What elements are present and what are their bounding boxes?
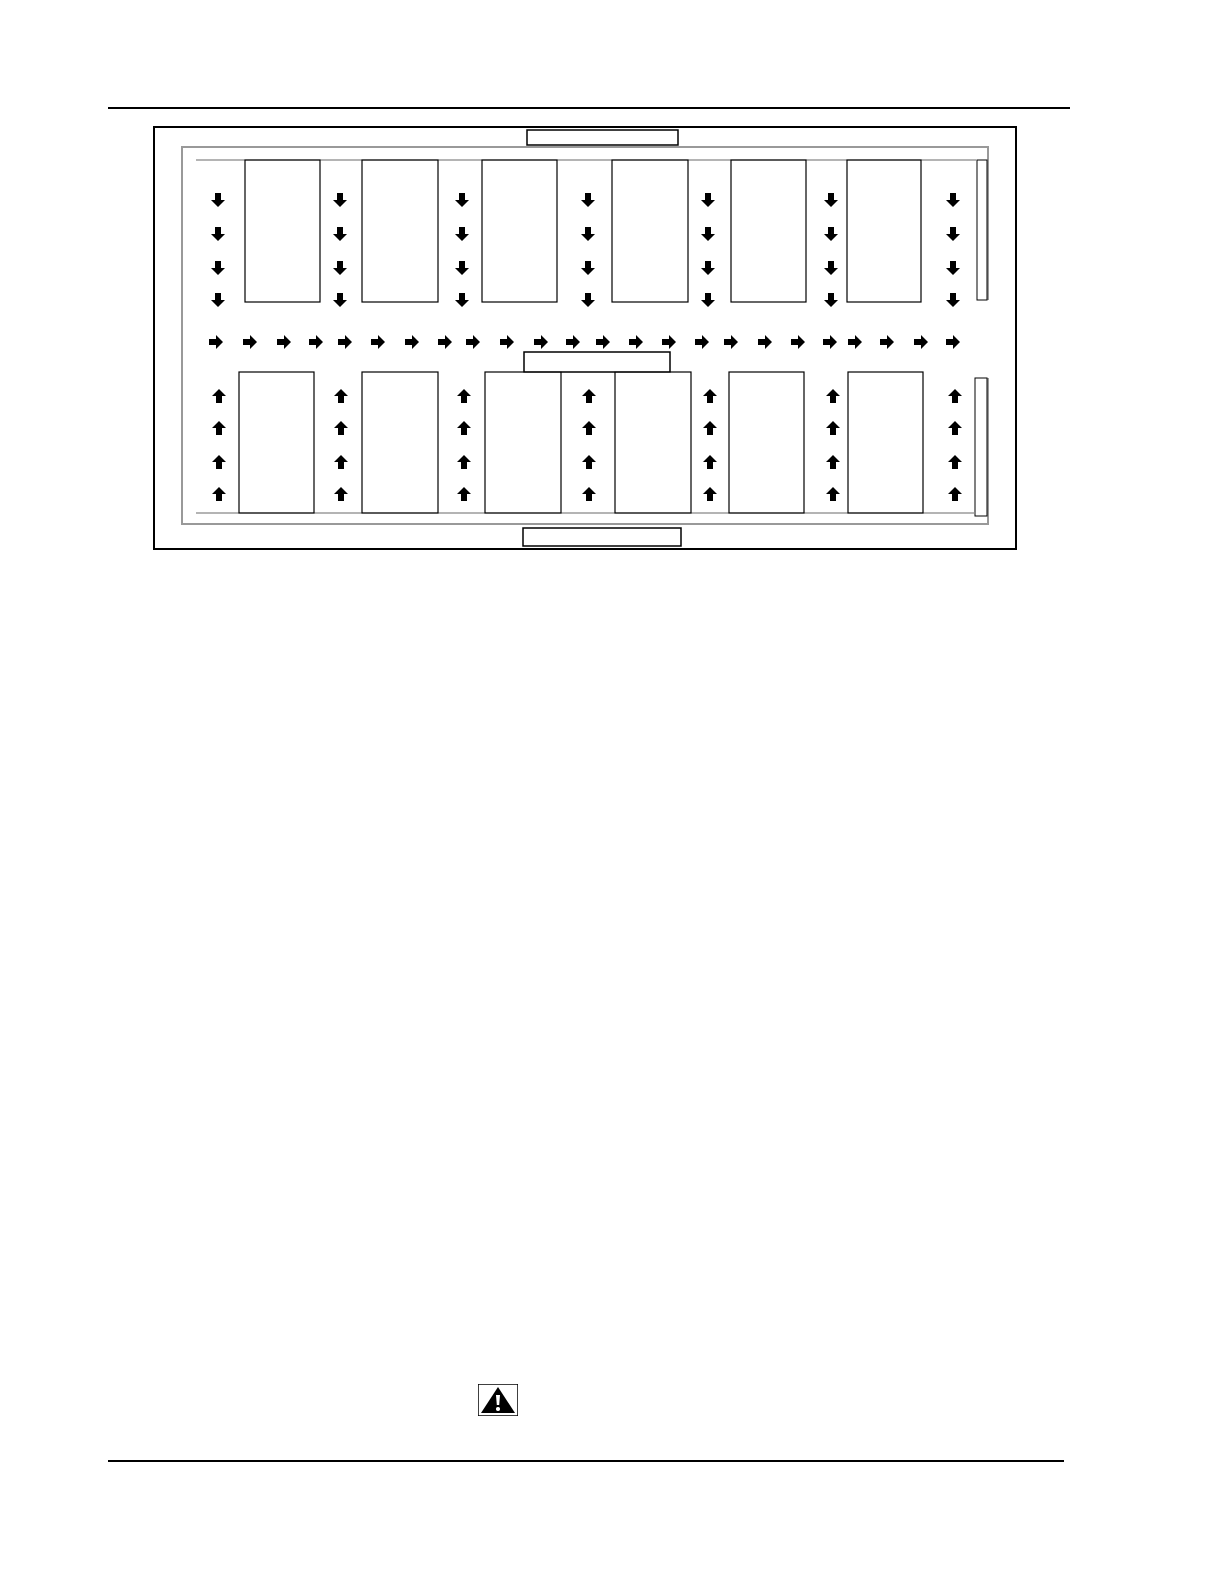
airflow-arrow-right <box>566 335 580 349</box>
airflow-arrow-up <box>948 421 962 435</box>
airflow-arrow-down <box>211 193 225 207</box>
airflow-arrow-up <box>212 487 226 501</box>
airflow-arrow-down <box>946 193 960 207</box>
airflow-arrow-down <box>333 293 347 307</box>
airflow-arrow-up <box>334 455 348 469</box>
airflow-arrow-right <box>405 335 419 349</box>
airflow-arrow-up <box>703 487 717 501</box>
rack <box>731 160 806 302</box>
footer-rule <box>108 1460 1064 1462</box>
airflow-arrow-up <box>826 455 840 469</box>
airflow-arrow-down <box>824 193 838 207</box>
airflow-arrow-right <box>277 335 291 349</box>
airflow-arrow-down <box>455 227 469 241</box>
airflow-arrow-up <box>582 487 596 501</box>
airflow-arrow-up <box>457 487 471 501</box>
airflow-arrow-up <box>826 487 840 501</box>
airflow-arrow-down <box>946 227 960 241</box>
airflow-arrow-right <box>209 335 223 349</box>
rack <box>485 372 561 513</box>
warning-triangle-icon <box>478 1384 518 1416</box>
airflow-arrow-up <box>457 389 471 403</box>
airflow-arrow-down <box>211 227 225 241</box>
airflow-arrow-right <box>309 335 323 349</box>
airflow-arrow-down <box>701 261 715 275</box>
airflow-arrow-down <box>701 293 715 307</box>
airflow-arrow-up <box>457 455 471 469</box>
airflow-arrow-down <box>824 227 838 241</box>
airflow-arrow-down <box>455 293 469 307</box>
rack <box>847 160 921 302</box>
airflow-arrow-down <box>581 293 595 307</box>
airflow-arrow-right <box>662 335 676 349</box>
airflow-arrow-up <box>334 389 348 403</box>
airflow-arrow-down <box>701 227 715 241</box>
wall-stub-top <box>977 160 987 300</box>
airflow-arrow-up <box>948 455 962 469</box>
airflow-arrow-down <box>455 261 469 275</box>
airflow-arrow-up <box>334 421 348 435</box>
airflow-arrow-down <box>581 261 595 275</box>
airflow-arrow-right <box>823 335 837 349</box>
airflow-arrow-up <box>212 455 226 469</box>
airflow-arrow-up <box>703 389 717 403</box>
airflow-arrow-right <box>791 335 805 349</box>
airflow-arrow-down <box>581 227 595 241</box>
rack <box>615 372 691 513</box>
airflow-arrow-right <box>371 335 385 349</box>
airflow-arrow-up <box>582 455 596 469</box>
airflow-arrow-right <box>243 335 257 349</box>
airflow-arrow-right <box>946 335 960 349</box>
airflow-arrow-right <box>695 335 709 349</box>
airflow-arrow-down <box>946 293 960 307</box>
rack <box>482 160 557 302</box>
door-top <box>527 130 678 145</box>
airflow-arrow-down <box>211 293 225 307</box>
airflow-arrow-right <box>338 335 352 349</box>
center-unit <box>524 352 670 372</box>
airflow-arrow-right <box>438 335 452 349</box>
airflow-arrow-up <box>212 421 226 435</box>
rack <box>729 372 804 513</box>
airflow-arrow-down <box>333 227 347 241</box>
airflow-arrow-down <box>701 193 715 207</box>
rack <box>848 372 923 513</box>
airflow-arrow-up <box>334 487 348 501</box>
airflow-arrow-up <box>703 421 717 435</box>
rack <box>239 372 314 513</box>
room-outline <box>154 127 1016 549</box>
airflow-arrow-down <box>946 261 960 275</box>
airflow-arrow-up <box>703 455 717 469</box>
airflow-arrow-right <box>500 335 514 349</box>
airflow-arrow-down <box>333 193 347 207</box>
airflow-arrow-down <box>333 261 347 275</box>
rack <box>245 160 320 302</box>
airflow-arrow-right <box>466 335 480 349</box>
airflow-arrow-up <box>582 389 596 403</box>
airflow-arrow-up <box>457 421 471 435</box>
airflow-arrow-up <box>826 421 840 435</box>
airflow-arrow-down <box>581 193 595 207</box>
airflow-arrow-down <box>455 193 469 207</box>
door-bottom <box>523 528 681 546</box>
rack <box>612 160 688 302</box>
airflow-arrow-up <box>826 389 840 403</box>
airflow-arrow-right <box>758 335 772 349</box>
airflow-arrow-right <box>534 335 548 349</box>
airflow-arrows <box>209 193 962 501</box>
airflow-arrow-up <box>948 389 962 403</box>
airflow-arrow-down <box>211 261 225 275</box>
rack <box>362 372 438 513</box>
airflow-arrow-right <box>914 335 928 349</box>
airflow-arrow-down <box>824 261 838 275</box>
airflow-arrow-up <box>948 487 962 501</box>
airflow-arrow-right <box>596 335 610 349</box>
airflow-arrow-right <box>848 335 862 349</box>
wall-stub-bottom <box>975 378 987 516</box>
airflow-arrow-up <box>212 389 226 403</box>
airflow-layout-diagram <box>0 0 1225 600</box>
airflow-arrow-right <box>629 335 643 349</box>
airflow-arrow-up <box>582 421 596 435</box>
airflow-arrow-right <box>724 335 738 349</box>
airflow-arrow-right <box>880 335 894 349</box>
rack <box>362 160 438 302</box>
airflow-arrow-down <box>824 293 838 307</box>
